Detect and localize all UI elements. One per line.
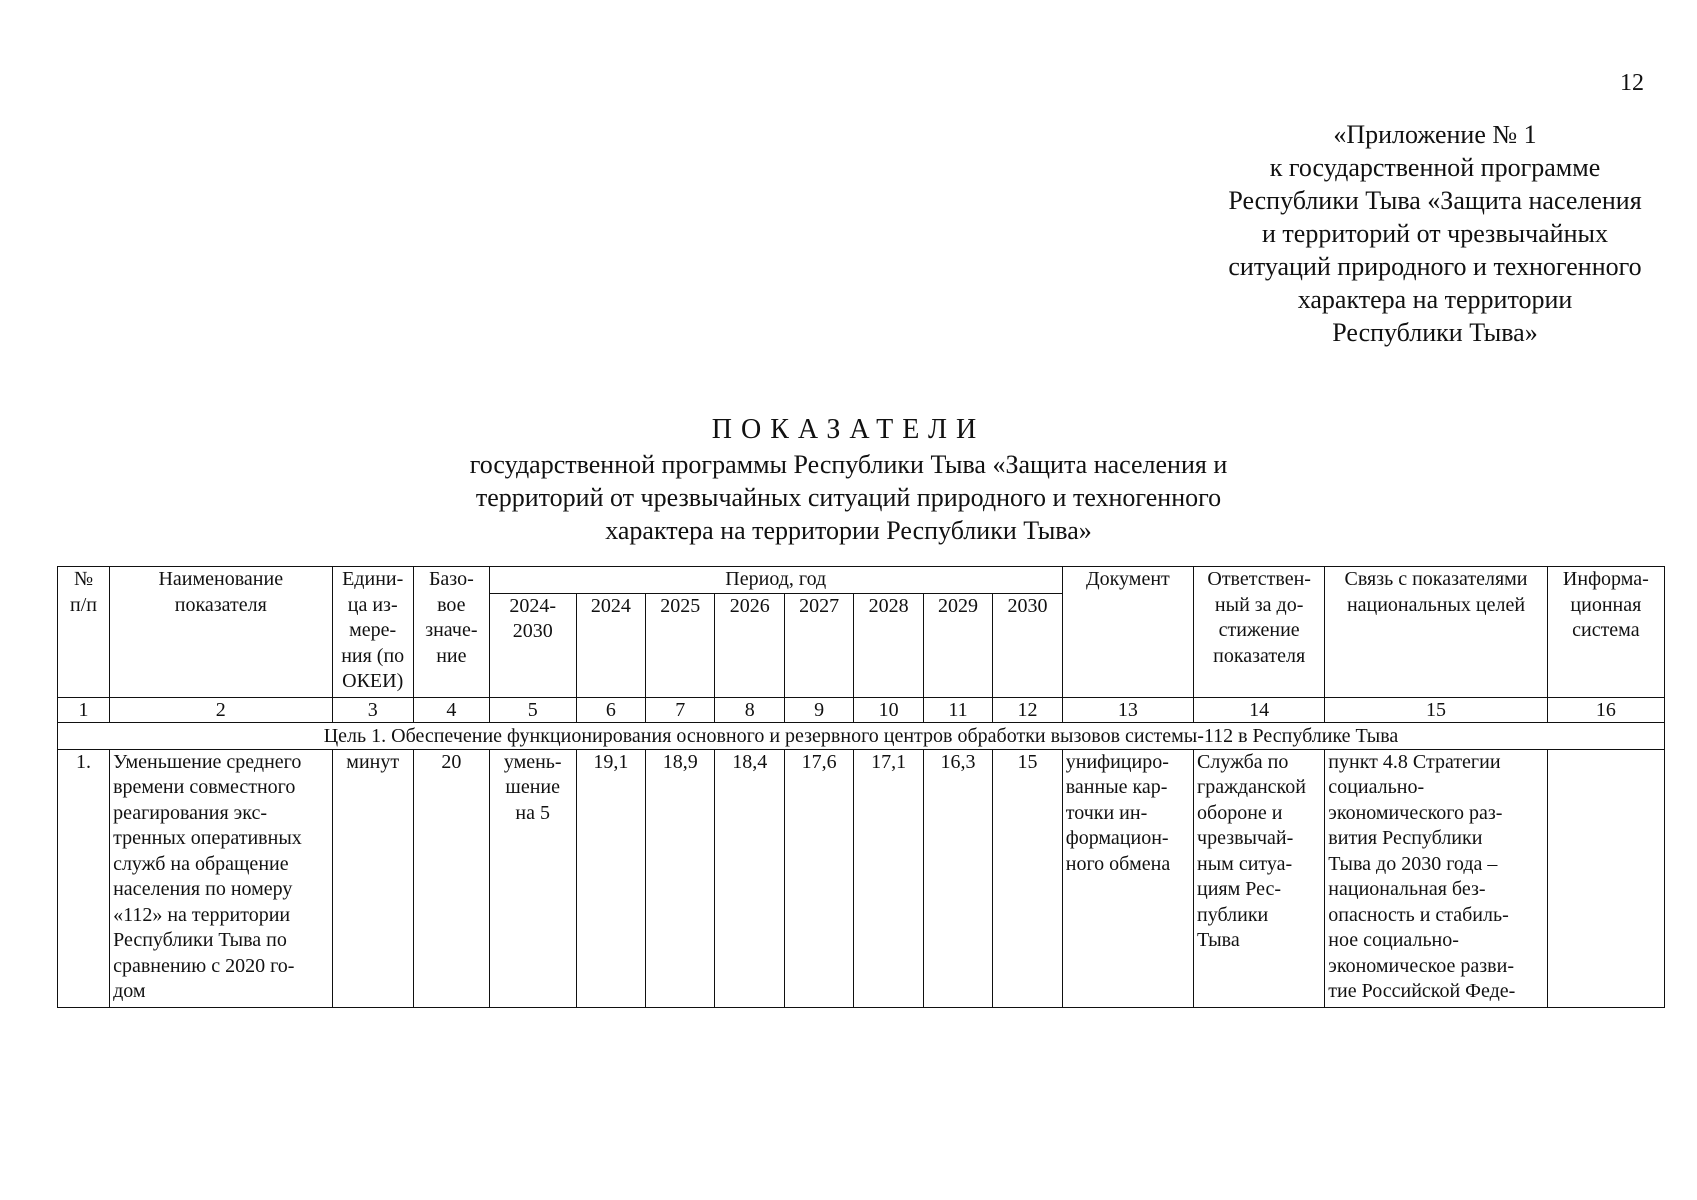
text-line: пункт 4.8 Стратегии [1328,750,1501,773]
document-subtitle [0,448,1697,547]
text-line: Наименование [158,568,284,590]
header-year [489,593,576,697]
row-national-goal-link [1325,749,1547,1007]
goal-text: Цель 1. Обеспечение функционирования основного и резервного центров обработки вызовов системы-112 в Республике Тыва [58,722,1665,749]
column-number-row [58,697,1665,722]
text-line: Тыва [1197,929,1240,951]
page-number: 12 [1620,70,1644,96]
text-line: 2030 [512,620,553,642]
row-value-2028: 17,1 [854,749,923,1007]
row-value-2025: 18,9 [646,749,715,1007]
text-line: ный за до- [1214,593,1304,616]
row-info-system [1547,749,1664,1007]
text-line: «Приложение № 1 [1333,120,1537,149]
header-link [1325,567,1547,698]
indicators-table [57,566,1665,1008]
text-line: ным ситуа- [1197,852,1293,875]
text-line: вое [437,593,466,616]
text-line: 2030 [1007,594,1048,617]
column-number: 9 [784,697,853,722]
text-line: стижение [1218,619,1300,641]
row-responsible [1194,749,1325,1007]
column-number: 16 [1547,697,1664,722]
text-line: характера на территории Республики Тыва» [605,516,1092,545]
header-year [646,593,715,697]
text-line: реагирования экс- [113,801,267,824]
text-line: ное социально- [1328,929,1459,951]
text-line: и территорий от чрезвычайных [1262,219,1608,248]
text-line: 2028 [868,594,909,617]
text-line: населения по номеру [113,878,293,900]
header-year [854,593,923,697]
text-line: 2024 [590,594,631,617]
text-line: чрезвычай- [1197,827,1294,849]
text-line: государственной программы Республики Тыва «Защита населения и [469,450,1228,479]
text-line: циям Рес- [1197,878,1282,900]
text-line: формацион- [1065,827,1169,849]
header-year [923,593,992,697]
text-line: № [73,568,94,590]
column-number: 13 [1062,697,1193,722]
text-line: опасность и стабиль- [1328,903,1509,926]
row-value-2026: 18,4 [715,749,784,1007]
document-title: ПОКАЗАТЕЛИ [711,414,986,445]
text-line: национальных целей [1346,593,1526,616]
text-line: служб на обращение [113,852,289,875]
text-line: национальная без- [1328,878,1486,900]
column-number: 2 [110,697,332,722]
table-row [58,749,1665,1007]
text-line: гражданской [1197,776,1306,798]
header-name [110,567,332,698]
text-line: сравнению с 2020 го- [113,954,295,977]
column-number: 4 [413,697,489,722]
text-line: «112» на территории [113,903,291,926]
header-year [715,593,784,697]
column-number: 7 [646,697,715,722]
column-number: 11 [923,697,992,722]
text-line: Республики Тыва «Защита населения [1228,186,1642,215]
text-line: ние [436,644,467,667]
text-line: ванные кар- [1065,776,1168,798]
text-line: характера на территории [1297,285,1573,314]
column-number: 10 [854,697,923,722]
text-line: п/п [70,593,98,616]
text-line: унифициро- [1065,750,1169,773]
column-number: 3 [332,697,413,722]
text-line: умень- [503,750,562,773]
text-line: обороне и [1197,801,1283,824]
text-line: экономическое разви- [1328,954,1514,977]
text-line: 2026 [729,594,770,617]
text-line: Республики Тыва» [1332,318,1538,347]
text-line: вития Республики [1328,827,1483,849]
text-line: ОКЕИ) [342,670,404,692]
column-number: 8 [715,697,784,722]
header-period: Период, год [489,567,1062,594]
text-line: Едини- [342,568,404,590]
text-line: Связь с показателями [1344,568,1528,590]
column-number: 6 [576,697,645,722]
text-line: мере- [349,619,397,641]
text-line: публики [1197,903,1269,926]
text-line: к государственной программе [1269,153,1601,182]
appendix-note [1185,118,1685,349]
text-line: на 5 [515,801,550,824]
header-info-system [1547,567,1664,698]
text-line: времени совместного [113,776,296,798]
text-line: Служба по [1197,750,1289,773]
text-line: система [1572,619,1640,641]
text-line: Базо- [428,568,474,590]
text-line: социально- [1328,776,1425,798]
column-number: 12 [993,697,1063,722]
row-num: 1. [58,749,110,1007]
text-line: 2024- [509,594,557,617]
text-line: Информа- [1562,568,1649,590]
text-line: Республики Тыва по [113,929,287,951]
column-number: 5 [489,697,576,722]
text-line: ного обмена [1065,852,1171,875]
row-indicator-name [110,749,332,1007]
row-value-2030: 15 [993,749,1063,1007]
text-line: точки ин- [1065,801,1148,824]
text-line: ца из- [347,593,398,616]
header-year [993,593,1063,697]
row-value-2029: 16,3 [923,749,992,1007]
header-document [1062,567,1193,698]
text-line: тренных оперативных [113,827,302,849]
text-line: Тыва до 2030 года – [1328,852,1498,875]
row-base-value: 20 [413,749,489,1007]
text-line: Ответствен- [1207,568,1311,590]
header-year [576,593,645,697]
column-number: 15 [1325,697,1547,722]
text-line: 2025 [660,594,701,617]
header-unit [332,567,413,698]
row-period-total [489,749,576,1007]
text-line: тие Российской Феде- [1328,980,1516,1002]
text-line: ния (по [341,644,405,667]
text-line: Уменьшение среднего [113,750,302,773]
column-number: 14 [1194,697,1325,722]
header-num [58,567,110,698]
text-line: 2029 [938,594,979,617]
header-year [784,593,853,697]
row-value-2027: 17,6 [784,749,853,1007]
text-line: Документ [1085,568,1170,590]
header-base [413,567,489,698]
text-line: показателя [174,593,267,616]
header-row-top [58,567,1665,594]
text-line: дом [113,980,146,1002]
column-number: 1 [58,697,110,722]
row-document [1062,749,1193,1007]
row-value-2024: 19,1 [576,749,645,1007]
text-line: показателя [1213,644,1306,667]
text-line: шение [505,776,560,798]
header-responsible [1194,567,1325,698]
text-line: значе- [425,619,478,641]
text-line: территорий от чрезвычайных ситуаций природного и техногенного [475,483,1222,512]
row-unit: минут [332,749,413,1007]
text-line: экономического раз- [1328,801,1503,824]
text-line: ситуаций природного и техногенного [1228,252,1642,281]
text-line: ционная [1570,593,1642,616]
text-line: 2027 [799,594,840,617]
document-title-block [0,412,1697,547]
goal-row [58,722,1665,749]
